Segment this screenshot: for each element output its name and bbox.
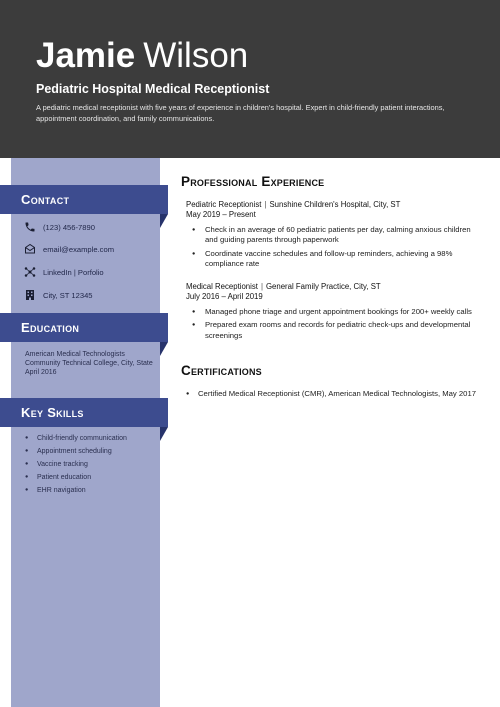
contact-links[interactable] — [24, 265, 104, 279]
building-icon — [24, 289, 36, 301]
list-item: ● Coordinate vaccine schedules and follow-up reminders, achieving a 98% compliance rate — [186, 249, 480, 270]
sidebar — [11, 158, 160, 707]
job-1-role: Pediatric Receptionist — [186, 200, 262, 209]
contact-phone — [24, 220, 95, 234]
certifications-list — [186, 389, 480, 399]
skills-title: Key Skills — [21, 405, 84, 420]
job-2-bullets — [186, 307, 480, 344]
list-item: ● Vaccine tracking — [25, 460, 127, 469]
list-item: ● EHR navigation — [25, 486, 127, 495]
contact-address — [24, 288, 93, 302]
list-item: ● Appointment scheduling — [25, 447, 127, 456]
ribbon-fold — [160, 342, 168, 356]
resume-header — [0, 0, 500, 158]
contact-title: Contact — [21, 192, 70, 207]
job-headline: Pediatric Hospital Medical Receptionist — [36, 82, 270, 96]
list-item: ● Child-friendly communication — [25, 434, 127, 443]
experience-title: Professional Experience — [181, 174, 325, 189]
education-degree: American Medical Technologists — [25, 351, 125, 358]
education-school: Community Technical College, City, State — [25, 359, 153, 367]
ribbon-fold — [160, 214, 168, 228]
job-1-dates: May 2019 – Present — [186, 210, 256, 219]
network-icon — [24, 266, 36, 278]
contact-section-header — [0, 185, 168, 214]
education-entry — [25, 351, 155, 377]
job-1-heading — [186, 200, 400, 210]
separator: | — [260, 282, 263, 291]
separator: | — [264, 200, 267, 209]
phone-text: (123) 456-7890 — [43, 222, 95, 232]
certifications-title: Certifications — [181, 363, 262, 378]
list-item: ● Managed phone triage and urgent appointment bookings for 200+ weekly calls — [186, 307, 480, 317]
education-date: April 2016 — [25, 368, 57, 376]
candidate-name — [36, 36, 248, 76]
phone-icon — [24, 221, 36, 233]
contact-email[interactable] — [24, 242, 114, 256]
email-text: email@example.com — [43, 244, 115, 254]
job-2-dates: July 2016 – April 2019 — [186, 292, 263, 301]
skills-section-header — [0, 398, 168, 427]
job-2-employer: General Family Practice, City, ST — [265, 282, 381, 291]
job-2-heading — [186, 282, 381, 292]
email-icon — [24, 243, 36, 255]
education-title: Education — [21, 320, 80, 335]
list-item: ● Patient education — [25, 473, 127, 482]
education-section-header — [0, 313, 168, 342]
list-item: ● Certified Medical Receptionist (CMR), American Medical Technologists, May 2017 — [186, 389, 480, 399]
ribbon-fold — [160, 427, 168, 441]
list-item: ● Prepared exam rooms and records for pediatric check-ups and developmental screenings — [186, 320, 480, 341]
skills-list — [25, 434, 127, 499]
job-2-role: Medical Receptionist — [186, 282, 258, 291]
job-1-bullets — [186, 225, 480, 273]
summary-text: A pediatric medical receptionist with five years of experience in children's hospital. Expert in child-friendly patient interactions, appointment coordination, and family communications. — [36, 103, 445, 123]
first-name: Jamie — [36, 36, 136, 75]
job-1-employer: Sunshine Children's Hospital, City, ST — [269, 200, 401, 209]
address-text: City, ST 12345 — [43, 290, 93, 300]
list-item: ● Check in an average of 60 pediatric patients per day, calming anxious children and guiding parents through paperwork — [186, 225, 480, 246]
last-name: Wilson — [143, 36, 249, 75]
links-text: LinkedIn | Porfolio — [43, 267, 104, 277]
